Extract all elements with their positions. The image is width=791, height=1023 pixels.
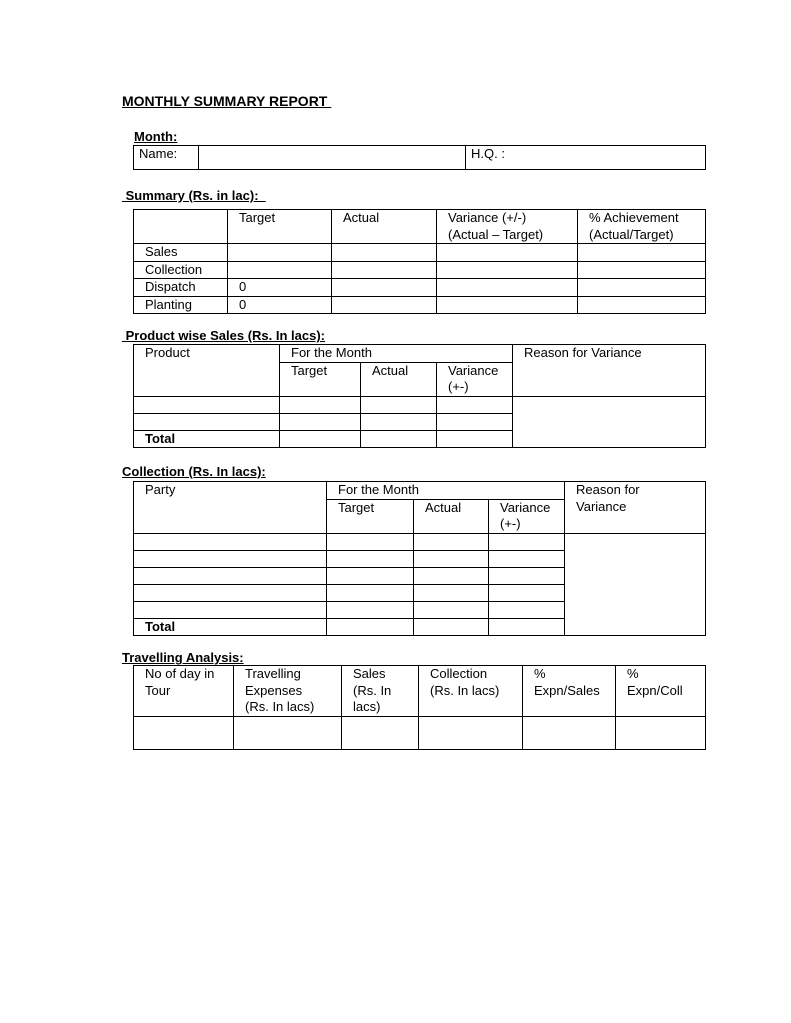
summary-col-variance: Variance (+/-) (Actual – Target) <box>437 210 578 244</box>
reason-cell[interactable] <box>565 533 706 636</box>
table-row <box>134 296 706 314</box>
reason-col-header: Reason for Variance <box>513 345 706 397</box>
collection-heading: Collection (Rs. In lacs): <box>122 464 266 479</box>
table-row <box>134 717 706 750</box>
month-label: Month: <box>134 129 178 144</box>
summary-col-actual: Actual <box>332 210 437 244</box>
expn-sales-col-header: % Expn/Sales <box>523 666 616 717</box>
variance-col-header: Variance (+-) <box>489 499 565 533</box>
days-cell[interactable] <box>134 717 234 750</box>
actual-cell[interactable] <box>361 430 437 448</box>
total-label: Total <box>134 618 327 636</box>
hq-label: H.Q. : <box>471 146 505 161</box>
actual-cell[interactable] <box>414 584 489 601</box>
total-label: Total <box>134 430 280 448</box>
actual-cell[interactable] <box>414 601 489 618</box>
variance-cell[interactable] <box>437 413 513 430</box>
expn-coll-cell[interactable] <box>616 717 706 750</box>
summary-col-target: Target <box>228 210 332 244</box>
actual-col-header: Actual <box>414 499 489 533</box>
travelling-heading: Travelling Analysis: <box>122 650 244 665</box>
name-field[interactable] <box>199 146 466 170</box>
target-cell[interactable] <box>327 550 414 567</box>
product-sales-table <box>133 344 706 448</box>
sales-cell[interactable] <box>342 717 419 750</box>
achievement-cell[interactable] <box>578 261 706 279</box>
variance-cell[interactable] <box>437 430 513 448</box>
reason-cell[interactable] <box>513 396 706 448</box>
sales-col-header: Sales (Rs. In lacs) <box>342 666 419 717</box>
variance-cell[interactable] <box>489 618 565 636</box>
variance-cell[interactable] <box>489 601 565 618</box>
summary-table <box>133 209 706 314</box>
actual-cell[interactable] <box>332 279 437 297</box>
party-cell[interactable] <box>134 533 327 550</box>
hq-field[interactable] <box>466 146 706 170</box>
variance-cell[interactable] <box>437 396 513 413</box>
expn-sales-cell[interactable] <box>523 717 616 750</box>
summary-header-row <box>134 210 706 244</box>
target-cell[interactable] <box>280 413 361 430</box>
party-cell[interactable] <box>134 550 327 567</box>
row-label: Planting <box>134 296 228 314</box>
collection-col-header: Collection (Rs. In lacs) <box>419 666 523 717</box>
variance-cell[interactable] <box>437 261 578 279</box>
target-cell[interactable]: 0 <box>228 279 332 297</box>
target-cell[interactable] <box>327 618 414 636</box>
expenses-cell[interactable] <box>234 717 342 750</box>
target-cell[interactable]: 0 <box>228 296 332 314</box>
actual-cell[interactable] <box>361 413 437 430</box>
actual-cell[interactable] <box>414 550 489 567</box>
table-row <box>134 261 706 279</box>
summary-corner-cell <box>134 210 228 244</box>
for-month-header: For the Month <box>280 345 513 363</box>
table-row <box>134 533 706 550</box>
target-cell[interactable] <box>327 601 414 618</box>
achievement-cell[interactable] <box>578 279 706 297</box>
variance-cell[interactable] <box>437 244 578 262</box>
expenses-col-header: Travelling Expenses (Rs. In lacs) <box>234 666 342 717</box>
target-cell[interactable] <box>327 533 414 550</box>
actual-cell[interactable] <box>414 567 489 584</box>
report-title: MONTHLY SUMMARY REPORT <box>122 93 332 109</box>
actual-col-header: Actual <box>361 362 437 396</box>
row-label: Dispatch <box>134 279 228 297</box>
name-label: Name: <box>134 146 199 170</box>
actual-cell[interactable] <box>414 533 489 550</box>
actual-cell[interactable] <box>332 261 437 279</box>
for-month-header: For the Month <box>327 482 565 500</box>
header-table <box>133 145 706 170</box>
target-cell[interactable] <box>280 430 361 448</box>
product-cell[interactable] <box>134 413 280 430</box>
variance-cell[interactable] <box>489 550 565 567</box>
product-cell[interactable] <box>134 396 280 413</box>
target-col-header: Target <box>327 499 414 533</box>
achievement-cell[interactable] <box>578 244 706 262</box>
party-cell[interactable] <box>134 567 327 584</box>
expn-coll-col-header: % Expn/Coll <box>616 666 706 717</box>
variance-col-header: Variance (+-) <box>437 362 513 396</box>
collection-cell[interactable] <box>419 717 523 750</box>
target-cell[interactable] <box>228 244 332 262</box>
table-row <box>134 396 706 413</box>
variance-cell[interactable] <box>437 296 578 314</box>
achievement-cell[interactable] <box>578 296 706 314</box>
actual-cell[interactable] <box>414 618 489 636</box>
row-label: Sales <box>134 244 228 262</box>
travelling-header-row <box>134 666 706 717</box>
days-col-header: No of day in Tour <box>134 666 234 717</box>
row-label: Collection <box>134 261 228 279</box>
target-col-header: Target <box>280 362 361 396</box>
variance-cell[interactable] <box>489 584 565 601</box>
collection-table <box>133 481 706 636</box>
table-row <box>134 244 706 262</box>
product-sales-heading: Product wise Sales (Rs. In lacs): <box>122 328 326 343</box>
reason-col-header: Reason for Variance <box>565 482 706 534</box>
target-cell[interactable] <box>327 584 414 601</box>
actual-cell[interactable] <box>332 296 437 314</box>
party-col-header: Party <box>134 482 327 534</box>
actual-cell[interactable] <box>332 244 437 262</box>
variance-cell[interactable] <box>489 567 565 584</box>
variance-cell[interactable] <box>437 279 578 297</box>
target-cell[interactable] <box>327 567 414 584</box>
party-cell[interactable] <box>134 584 327 601</box>
party-cell[interactable] <box>134 601 327 618</box>
product-col-header: Product <box>134 345 280 397</box>
target-cell[interactable] <box>228 261 332 279</box>
target-cell[interactable] <box>280 396 361 413</box>
summary-col-achievement: % Achievement (Actual/Target) <box>578 210 706 244</box>
summary-heading: Summary (Rs. in lac): <box>122 188 266 203</box>
table-row <box>134 279 706 297</box>
actual-cell[interactable] <box>361 396 437 413</box>
variance-cell[interactable] <box>489 533 565 550</box>
travelling-table <box>133 665 706 750</box>
